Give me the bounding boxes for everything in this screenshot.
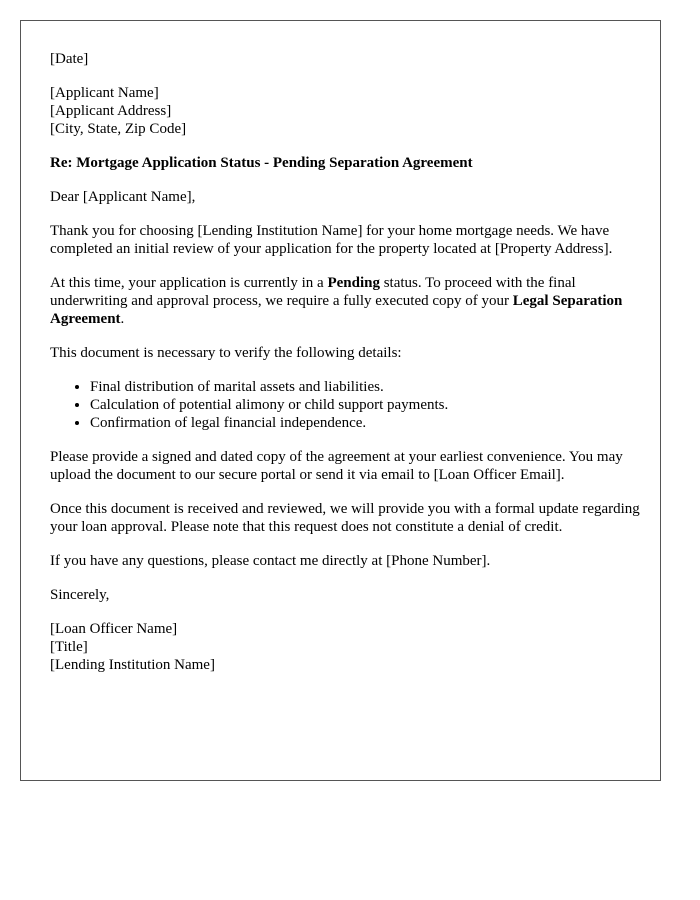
recipient-address: [Applicant Address] [50,103,172,119]
salutation: Dear [Applicant Name], [50,189,196,205]
status-text-before: At this time, your application is currently in a [50,275,328,291]
paragraph-contact: If you have any questions, please contact me directly at [Phone Number]. [50,553,491,569]
signature-name: [Loan Officer Name] [50,621,178,637]
status-text-after: . [120,311,125,327]
recipient-city-state-zip: [City, State, Zip Code] [50,121,187,137]
paragraph-status [50,274,640,328]
list-item: • Final distribution of marital assets and liabilities. [90,378,640,396]
list-item: • Confirmation of legal financial independence. [90,414,640,432]
signature-title: [Title] [50,639,88,655]
list-item: • Calculation of potential alimony or child support payments. [90,396,640,414]
status-value: Pending [327,275,380,291]
recipient-name: [Applicant Name] [50,85,159,101]
required-document: Legal Separation Agreement [50,293,623,327]
recipient-block [50,84,640,138]
signature-block [50,620,640,674]
paragraph-next-steps: Once this document is received and reviewed, we will provide you with a formal update regarding your loan approval. Please note that this request does not constitute a denial of credit. [50,501,640,535]
status-text-middle: status. To proceed with the final underwriting and approval process, we require a fully executed copy of your [50,275,576,309]
letter-date: [Date] [50,51,89,67]
letter-page [20,20,661,781]
closing: Sincerely, [50,587,110,603]
paragraph-intro: Thank you for choosing [Lending Institution Name] for your home mortgage needs. We have completed an initial review of your application for the property located at [Property Address]. [50,223,613,257]
signature-institution: [Lending Institution Name] [50,657,215,673]
paragraph-request: Please provide a signed and dated copy of the agreement at your earliest convenience. You may upload the document to our secure portal or send it via email to [Loan Officer Email]. [50,449,623,483]
details-list [50,378,640,432]
letter-body [50,50,640,690]
subject-line: Re: Mortgage Application Status - Pending Separation Agreement [50,155,473,171]
paragraph-purpose: This document is necessary to verify the following details: [50,345,402,361]
